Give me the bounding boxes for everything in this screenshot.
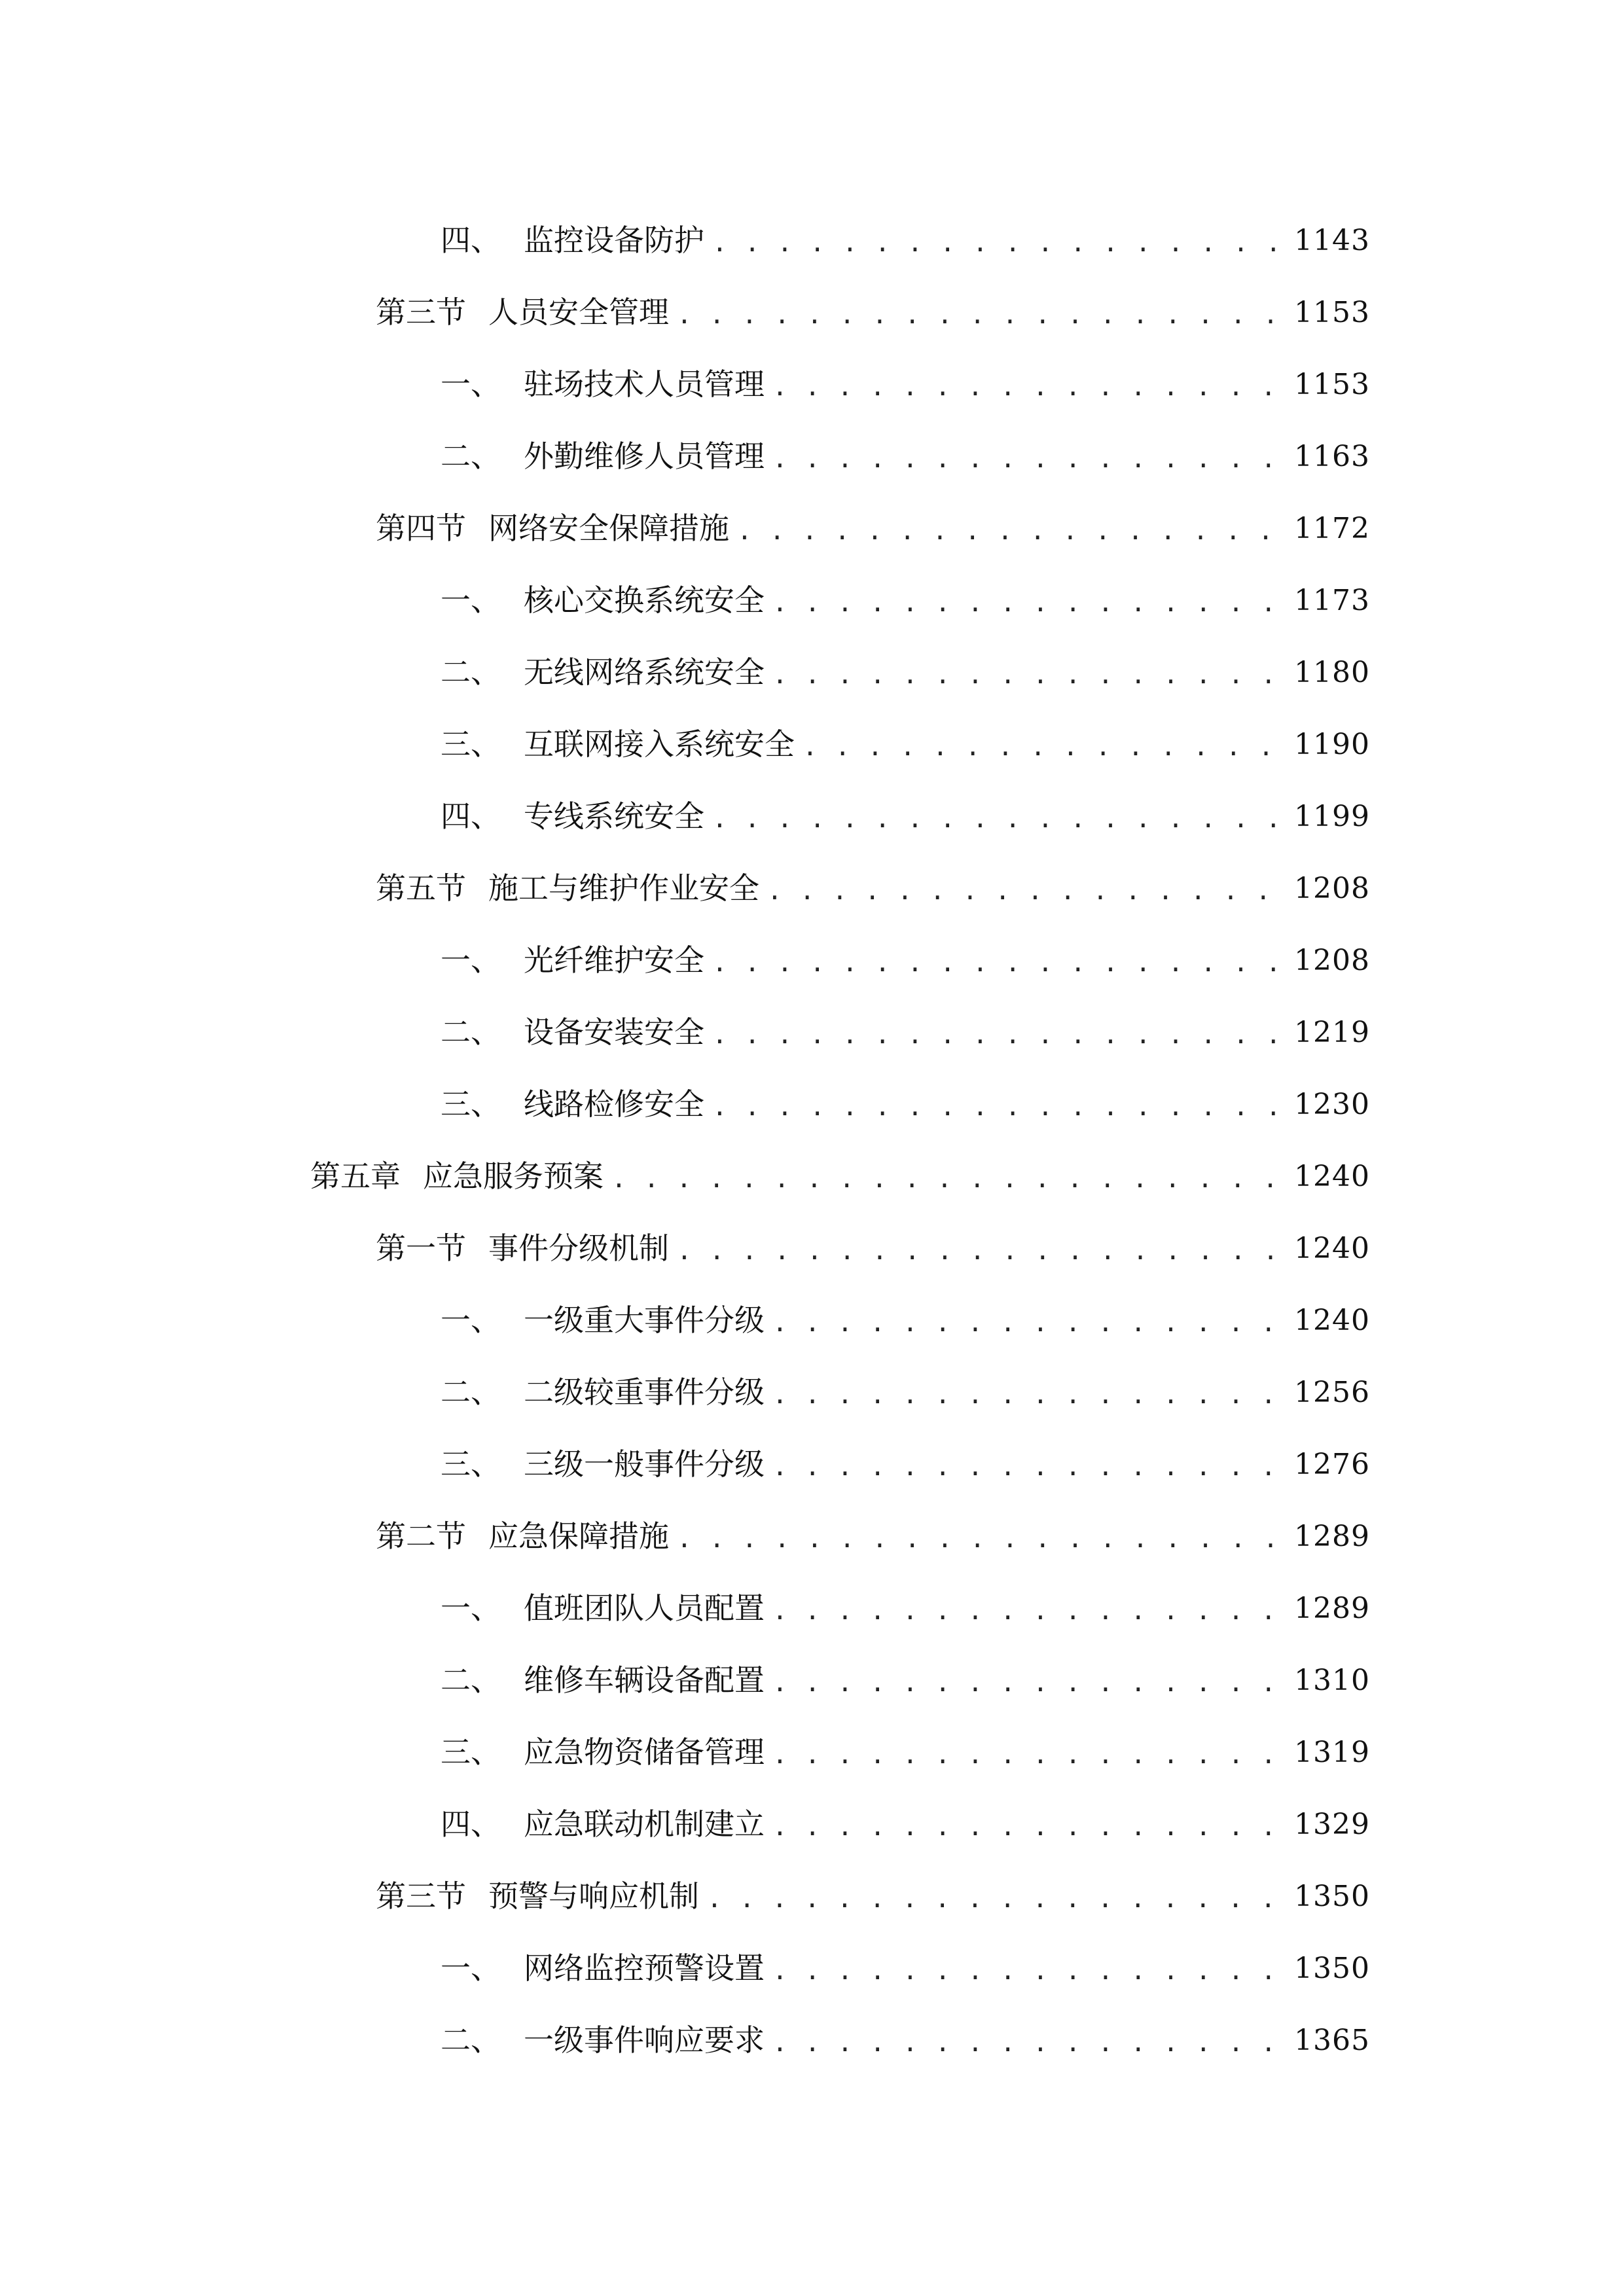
entry-number: 第三节 bbox=[376, 1878, 466, 1914]
dot-leader bbox=[611, 1166, 1288, 1191]
entry-title: 事件分级机制 bbox=[488, 1230, 669, 1266]
entry-number: 二、 bbox=[441, 2022, 501, 2058]
toc-entry[interactable] bbox=[441, 1643, 1370, 1698]
dot-leader bbox=[712, 950, 1288, 975]
toc-entry[interactable] bbox=[376, 1859, 1370, 1914]
entry-page-number: 1199 bbox=[1294, 800, 1370, 833]
dot-leader bbox=[712, 230, 1288, 255]
dot-leader bbox=[772, 1958, 1288, 1983]
toc-entry[interactable] bbox=[441, 707, 1370, 762]
dot-leader bbox=[677, 302, 1288, 327]
entry-page-number: 1190 bbox=[1294, 728, 1370, 761]
entry-page-number: 1240 bbox=[1294, 1232, 1370, 1265]
toc-entry[interactable] bbox=[376, 851, 1370, 906]
toc-entry[interactable] bbox=[441, 203, 1370, 258]
entry-page-number: 1289 bbox=[1294, 1520, 1370, 1553]
dot-leader bbox=[772, 1814, 1288, 1839]
entry-page-number: 1350 bbox=[1294, 1880, 1370, 1913]
entry-number: 四、 bbox=[441, 223, 501, 258]
toc-entry[interactable] bbox=[441, 1931, 1370, 1986]
entry-page-number: 1219 bbox=[1294, 1016, 1370, 1049]
entry-number: 三、 bbox=[441, 1086, 501, 1122]
dot-leader bbox=[772, 1310, 1288, 1335]
toc-entry[interactable] bbox=[441, 995, 1370, 1050]
entry-title: 一级重大事件分级 bbox=[524, 1302, 765, 1338]
entry-page-number: 1350 bbox=[1294, 1952, 1370, 1985]
toc-entry[interactable] bbox=[441, 1715, 1370, 1770]
entry-number: 第二节 bbox=[376, 1518, 466, 1554]
toc-entry[interactable] bbox=[441, 923, 1370, 978]
entry-number: 一、 bbox=[441, 1590, 501, 1626]
entry-number: 二、 bbox=[441, 1662, 501, 1698]
entry-page-number: 1240 bbox=[1294, 1304, 1370, 1337]
entry-title: 二级较重事件分级 bbox=[524, 1374, 765, 1410]
entry-page-number: 1310 bbox=[1294, 1664, 1370, 1697]
entry-title: 互联网接入系统安全 bbox=[524, 726, 795, 762]
entry-number: 二、 bbox=[441, 1374, 501, 1410]
entry-page-number: 1173 bbox=[1294, 584, 1370, 617]
toc-entry[interactable] bbox=[441, 347, 1370, 402]
entry-title: 维修车辆设备配置 bbox=[524, 1662, 765, 1698]
entry-number: 第三节 bbox=[376, 295, 466, 330]
dot-leader bbox=[772, 446, 1288, 471]
toc-entry[interactable] bbox=[441, 779, 1370, 834]
entry-title: 三级一般事件分级 bbox=[524, 1446, 765, 1482]
entry-page-number: 1365 bbox=[1294, 2024, 1370, 2057]
entry-title: 应急保障措施 bbox=[488, 1518, 669, 1554]
entry-title: 预警与响应机制 bbox=[488, 1878, 699, 1914]
dot-leader bbox=[737, 518, 1288, 543]
entry-page-number: 1163 bbox=[1294, 440, 1370, 473]
toc-entry[interactable] bbox=[441, 1427, 1370, 1482]
toc-entry[interactable] bbox=[441, 1283, 1370, 1338]
entry-number: 一、 bbox=[441, 1302, 501, 1338]
entry-page-number: 1276 bbox=[1294, 1448, 1370, 1481]
dot-leader bbox=[707, 1886, 1288, 1911]
dot-leader bbox=[712, 1022, 1288, 1047]
entry-number: 第五章 bbox=[310, 1158, 401, 1194]
entry-page-number: 1240 bbox=[1294, 1160, 1370, 1193]
entry-title: 无线网络系统安全 bbox=[524, 655, 765, 690]
entry-title: 值班团队人员配置 bbox=[524, 1590, 765, 1626]
entry-title: 网络安全保障措施 bbox=[488, 511, 729, 546]
entry-title: 核心交换系统安全 bbox=[524, 583, 765, 618]
toc-entry[interactable] bbox=[376, 491, 1370, 546]
entry-page-number: 1208 bbox=[1294, 872, 1370, 905]
entry-page-number: 1143 bbox=[1294, 224, 1370, 257]
dot-leader bbox=[772, 2030, 1288, 2055]
toc-entry[interactable] bbox=[310, 1139, 1370, 1194]
entry-number: 四、 bbox=[441, 1806, 501, 1842]
entry-page-number: 1208 bbox=[1294, 944, 1370, 977]
entry-page-number: 1319 bbox=[1294, 1736, 1370, 1769]
entry-title: 线路检修安全 bbox=[524, 1086, 704, 1122]
toc-entry[interactable] bbox=[441, 2003, 1370, 2058]
toc-entry[interactable] bbox=[441, 1355, 1370, 1410]
entry-title: 专线系统安全 bbox=[524, 798, 704, 834]
toc-entry[interactable] bbox=[376, 275, 1370, 330]
toc-entry[interactable] bbox=[441, 635, 1370, 690]
entry-number: 三、 bbox=[441, 1446, 501, 1482]
toc-entry[interactable] bbox=[441, 1067, 1370, 1122]
dot-leader bbox=[677, 1526, 1288, 1551]
entry-page-number: 1230 bbox=[1294, 1088, 1370, 1121]
entry-number: 一、 bbox=[441, 942, 501, 978]
entry-title: 驻场技术人员管理 bbox=[524, 367, 765, 402]
dot-leader bbox=[677, 1238, 1288, 1263]
entry-page-number: 1153 bbox=[1294, 368, 1370, 401]
entry-page-number: 1329 bbox=[1294, 1808, 1370, 1841]
entry-title: 应急物资储备管理 bbox=[524, 1734, 765, 1770]
entry-title: 人员安全管理 bbox=[488, 295, 669, 330]
entry-title: 监控设备防护 bbox=[524, 223, 704, 258]
dot-leader bbox=[772, 1670, 1288, 1695]
entry-number: 二、 bbox=[441, 439, 501, 474]
entry-number: 第四节 bbox=[376, 511, 466, 546]
dot-leader bbox=[772, 1598, 1288, 1623]
entry-number: 二、 bbox=[441, 1014, 501, 1050]
entry-title: 应急服务预案 bbox=[423, 1158, 604, 1194]
entry-title: 网络监控预警设置 bbox=[524, 1950, 765, 1986]
toc-entry[interactable] bbox=[441, 1571, 1370, 1626]
entry-number: 三、 bbox=[441, 1734, 501, 1770]
dot-leader bbox=[772, 1382, 1288, 1407]
dot-leader bbox=[772, 374, 1288, 399]
toc-entry[interactable] bbox=[441, 1787, 1370, 1842]
entry-number: 一、 bbox=[441, 1950, 501, 1986]
toc-entry[interactable] bbox=[441, 563, 1370, 618]
entry-title: 应急联动机制建立 bbox=[524, 1806, 765, 1842]
toc-entry[interactable] bbox=[376, 1211, 1370, 1266]
dot-leader bbox=[712, 806, 1288, 831]
dot-leader bbox=[772, 662, 1288, 687]
entry-number: 二、 bbox=[441, 655, 501, 690]
entry-page-number: 1180 bbox=[1294, 656, 1370, 689]
entry-number: 四、 bbox=[441, 798, 501, 834]
entry-page-number: 1289 bbox=[1294, 1592, 1370, 1625]
entry-number: 第五节 bbox=[376, 870, 466, 906]
entry-number: 三、 bbox=[441, 726, 501, 762]
entry-page-number: 1153 bbox=[1294, 296, 1370, 329]
dot-leader bbox=[772, 1454, 1288, 1479]
dot-leader bbox=[712, 1094, 1288, 1119]
dot-leader bbox=[767, 878, 1288, 903]
entry-page-number: 1172 bbox=[1294, 512, 1370, 545]
entry-number: 一、 bbox=[441, 583, 501, 618]
dot-leader bbox=[772, 1742, 1288, 1767]
entry-page-number: 1256 bbox=[1294, 1376, 1370, 1409]
entry-title: 施工与维护作业安全 bbox=[488, 870, 759, 906]
entry-title: 光纤维护安全 bbox=[524, 942, 704, 978]
entry-title: 一级事件响应要求 bbox=[524, 2022, 765, 2058]
entry-title: 外勤维修人员管理 bbox=[524, 439, 765, 474]
entry-title: 设备安装安全 bbox=[524, 1014, 704, 1050]
dot-leader bbox=[803, 734, 1288, 759]
entry-number: 一、 bbox=[441, 367, 501, 402]
dot-leader bbox=[772, 590, 1288, 615]
toc-entry[interactable] bbox=[441, 419, 1370, 474]
toc-entry[interactable] bbox=[376, 1499, 1370, 1554]
entry-number: 第一节 bbox=[376, 1230, 466, 1266]
